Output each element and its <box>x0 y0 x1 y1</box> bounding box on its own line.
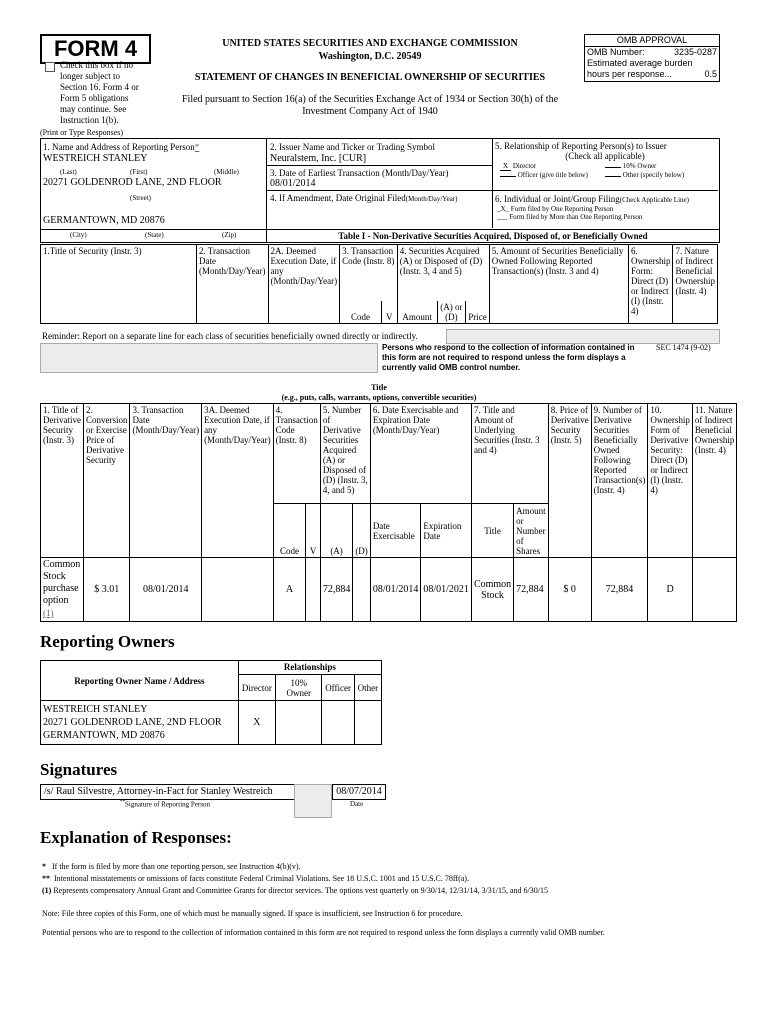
t2-date-exercisable: Date Exercisable <box>370 504 421 558</box>
t2-h-exercisable: 6. Date Exercisable and Expiration Date (Month/Day/Year) <box>370 404 471 504</box>
label-relationship: 5. Relationship of Reporting Person(s) to Issuer <box>495 141 667 151</box>
label-reporting-person: 1. Name and Address of Reporting Person* <box>43 142 200 152</box>
reporting-owners-heading: Reporting Owners <box>40 632 175 651</box>
table2-title: Title <box>371 383 387 392</box>
label-earliest-date: 3. Date of Earliest Transaction (Month/Day/Year) <box>270 168 449 178</box>
row-disposed <box>353 558 371 622</box>
date-label: Date <box>350 800 364 808</box>
signatures-heading: Signatures <box>40 760 118 779</box>
omb-approval-box <box>584 34 720 82</box>
reporting-person-city: GERMANTOWN, MD 20876 <box>43 215 165 226</box>
row-underlying-title: Common Stock <box>471 558 513 622</box>
reporting-person-street: 20271 GOLDENROD LANE, 2ND FLOOR <box>43 177 222 188</box>
t1-amount: Amount <box>397 301 437 324</box>
form-title: FORM 4 <box>53 36 138 61</box>
t2-h-underlying: 7. Title and Amount of Underlying Securities (Instr. 3 and 4) <box>471 404 548 504</box>
label-city: (City) <box>70 231 87 239</box>
row-expiration: 08/01/2021 <box>421 558 472 622</box>
label-middle: (Middle) <box>214 168 239 176</box>
t1-h-code: 3. Transaction Code (Instr. 8) <box>340 245 398 301</box>
row-code: A <box>273 558 306 622</box>
owners-h-director: Director <box>238 675 275 701</box>
divider <box>266 165 492 166</box>
omb-approval-title: OMB APPROVAL <box>585 35 719 47</box>
omb-notice: Persons who respond to the collection of information contained in this form are not required to respond unless the form displays a currently valid OMB control number. <box>382 343 635 372</box>
statement-title: STATEMENT OF CHANGES IN BENEFICIAL OWNERSHIP OF SECURITIES <box>194 72 546 83</box>
omb-number: 3235-0287 <box>673 47 717 57</box>
reporting-owners-table <box>40 660 382 745</box>
potential-persons-text: Potential persons who are to respond to the collection of information contained in this form are not required to respond unless the form displays a currently valid OMB number. <box>42 928 605 937</box>
owners-h-officer: Officer <box>322 675 354 701</box>
owner-other <box>354 701 381 745</box>
director-option: X Director <box>500 162 596 170</box>
divider <box>266 138 267 228</box>
divider <box>266 228 267 242</box>
t1-h-ownership: 6. Ownership Form: Direct (D) or Indirect (I) (Instr. 4) <box>628 245 673 324</box>
row-owned: 72,884 <box>591 558 648 622</box>
table2-subtitle: (e.g., puts, calls, warrants, options, convertible securities) <box>281 393 477 402</box>
row-form: D <box>648 558 693 622</box>
owners-h-name: Reporting Owner Name / Address <box>41 661 239 701</box>
signature-shade <box>294 784 332 818</box>
no-longer-subject-block <box>44 60 144 126</box>
t1-price: Price <box>466 301 490 324</box>
t2-h-conversion: 2. Conversion or Exercise Price of Derivative Security <box>83 404 130 558</box>
label-check-all: (Check all applicable) <box>565 151 645 161</box>
earliest-transaction-date: 08/01/2014 <box>270 178 316 189</box>
t1-h-date: 2. Transaction Date (Month/Day/Year) <box>196 245 268 324</box>
explanation-heading: Explanation of Responses: <box>40 828 232 847</box>
table1-title: Table I - Non-Derivative Securities Acquired, Disposed of, or Beneficially Owned <box>338 231 648 241</box>
table-row <box>41 558 737 622</box>
owners-h-ten-pct: 10% Owner <box>276 675 322 701</box>
filed-pursuant-line1: Filed pursuant to Section 16(a) of the Securities Exchange Act of 1934 or Section 30(h) of the <box>181 94 559 105</box>
agency-location: Washington, D.C. 20549 <box>318 51 422 62</box>
t1-h-nature: 7. Nature of Indirect Beneficial Ownership (Instr. 4) <box>673 245 718 324</box>
row-v <box>306 558 320 622</box>
t2-underlying-title: Title <box>471 504 513 558</box>
explanation-line-3: (1) Represents compensatory Annual Grant and Committee Grants for director services. The options vest quarterly on 9/30/14, 12/31/14, 3/31/15, and 6/30/15 <box>42 886 548 895</box>
t1-aord: (A) or (D) <box>437 301 466 324</box>
owner-street: 20271 GOLDENROD LANE, 2ND FLOOR <box>43 717 222 728</box>
no-longer-subject-checkbox[interactable] <box>45 62 55 72</box>
row-deemed-date <box>202 558 274 622</box>
row-transaction-date: 08/01/2014 <box>130 558 202 622</box>
t2-a: (A) <box>320 504 353 558</box>
t1-h-deemed: 2A. Deemed Execution Date, if any (Month/Day/Year) <box>268 245 340 324</box>
row-underlying-amount: 72,884 <box>514 558 549 622</box>
omb-number-row <box>585 47 719 58</box>
t2-h-price: 8. Price of Derivative Security (Instr. 5) <box>548 404 591 558</box>
label-first: (First) <box>130 168 148 176</box>
explanation-line-2: ** Intentional misstatements or omissions of facts constitute Federal Criminal Violations. See 18 U.S.C. 1001 and 15 U.S.C. 78ff(a). <box>42 874 469 883</box>
label-street: (Street) <box>130 194 151 202</box>
t2-expiration: Expiration Date <box>421 504 472 558</box>
table2-derivative <box>40 403 737 622</box>
owner-name: WESTREICH STANLEY <box>43 704 148 715</box>
t2-amount-shares: Amount or Number of Shares <box>514 504 549 558</box>
no-longer-subject-text: Check this box if no longer subject to Section 16. Form 4 or Form 5 obligations may continue. See Instruction 1(b). <box>60 60 139 125</box>
label-issuer: 2. Issuer Name and Ticker or Trading Symbol <box>270 142 435 152</box>
divider <box>266 190 718 191</box>
more-persons-option: ___ Form filed by More than One Reporting Person <box>497 213 643 221</box>
one-person-option: _X_ Form filed by One Reporting Person <box>497 205 614 213</box>
omb-hours-row <box>585 69 719 80</box>
t2-h-date: 3. Transaction Date (Month/Day/Year) <box>130 404 202 558</box>
t2-h-code: 4. Transaction Code (Instr. 8) <box>273 404 320 504</box>
footnote-1-link[interactable]: (1) <box>43 608 54 618</box>
sec-code: SEC 1474 (9-02) <box>656 343 711 352</box>
agency-name: UNITED STATES SECURITIES AND EXCHANGE COMMISSION <box>222 38 518 49</box>
reminder-text: Reminder: Report on a separate line for each class of securities beneficially owned directly or indirectly. <box>42 331 418 341</box>
row-nature <box>692 558 736 622</box>
label-amendment: 4. If Amendment, Date Original Filed(Month/Day/Year) <box>270 193 458 203</box>
row-security <box>41 558 84 622</box>
t2-h-form: 10. Ownership Form of Derivative Security: Direct (D) or Indirect (I) (Instr. 4) <box>648 404 693 558</box>
divider <box>492 138 493 228</box>
t1-code: Code <box>340 301 382 324</box>
other-option: Other (specify below) <box>605 171 684 179</box>
row-acquired: 72,884 <box>320 558 353 622</box>
omb-burden-label: Estimated average burden <box>587 58 693 68</box>
explanation-line-1: * If the form is filed by more than one reporting person, see Instruction 4(b)(v). <box>42 862 301 871</box>
owner-ten-pct <box>276 701 322 745</box>
asterisk-footnote-link[interactable]: * <box>194 142 200 152</box>
t2-h-number: 5. Number of Derivative Securities Acquired (A) or Disposed of (D) (Instr. 3, 4, and 5) <box>320 404 370 504</box>
filed-pursuant-line2: Investment Company Act of 1940 <box>302 106 438 117</box>
t1-h-amount-owned: 5. Amount of Securities Beneficially Owned Following Reported Transaction(s) (Instr. 3 and 4) <box>489 245 628 324</box>
signature-label: **Signature of Reporting Person <box>120 800 210 809</box>
t2-v: V <box>306 504 320 558</box>
row-exercisable: 08/01/2014 <box>370 558 421 622</box>
t2-h-owned: 9. Number of Derivative Securities Beneficially Owned Following Reported Transaction(s) (Instr. 4) <box>591 404 648 558</box>
t1-h-title: 1.Title of Security (Instr. 3) <box>41 245 197 324</box>
reminder-shade-right <box>446 329 720 344</box>
label-last: (Last) <box>60 168 77 176</box>
note-text: Note: File three copies of this Form, one of which must be manually signed. If space is insufficient, see Instruction 6 for procedure. <box>42 909 463 918</box>
reminder-shade-left <box>40 343 378 373</box>
t1-v: V <box>381 301 397 324</box>
signature-footnote-mark: ** <box>120 800 125 805</box>
owners-h-other: Other <box>354 675 381 701</box>
label-state: (State) <box>145 231 164 239</box>
t2-d: (D) <box>353 504 371 558</box>
print-note: (Print or Type Responses) <box>40 128 124 137</box>
officer-option: Officer (give title below) <box>500 171 588 179</box>
owner-address <box>41 701 239 745</box>
row-deriv-price: $ 0 <box>548 558 591 622</box>
omb-number-label: OMB Number: <box>587 47 645 57</box>
omb-hours: 0.5 <box>704 69 717 79</box>
omb-hours-label: hours per response... <box>587 69 673 79</box>
label-filing-type: 6. Individual or Joint/Group Filing(Check Applicable Line) <box>495 194 689 204</box>
row-conversion-price: $ 3.01 <box>83 558 130 622</box>
table1-nonderivative <box>40 244 718 324</box>
row-security-text: Common Stock purchase option <box>43 559 81 606</box>
t2-h-nature: 11. Nature of Indirect Beneficial Ownership (Instr. 4) <box>692 404 736 558</box>
signature-date: 08/07/2014 <box>332 784 386 800</box>
t2-h-deemed: 3A. Deemed Execution Date, if any (Month/Day/Year) <box>202 404 274 558</box>
ten-pct-option: 10% Owner <box>605 162 656 170</box>
owner-city: GERMANTOWN, MD 20876 <box>43 730 165 741</box>
label-zip: (Zip) <box>222 231 237 239</box>
t2-h-title: 1. Title of Derivative Security (Instr. 3) <box>41 404 84 558</box>
owners-h-relationships: Relationships <box>238 661 381 675</box>
reporting-person-name: WESTREICH STANLEY <box>43 153 148 164</box>
signature-field: /s/ Raul Silvestre, Attorney-in-Fact for Stanley Westreich <box>40 784 295 800</box>
director-mark: X <box>500 162 511 171</box>
issuer-name: Neuralstem, Inc. [CUR] <box>270 153 367 164</box>
t2-code: Code <box>273 504 306 558</box>
owner-officer <box>322 701 354 745</box>
owner-director-mark: X <box>238 701 275 745</box>
t1-h-securities: 4. Securities Acquired (A) or Disposed of (D) (Instr. 3, 4 and 5) <box>397 245 489 301</box>
table-row <box>41 701 382 745</box>
